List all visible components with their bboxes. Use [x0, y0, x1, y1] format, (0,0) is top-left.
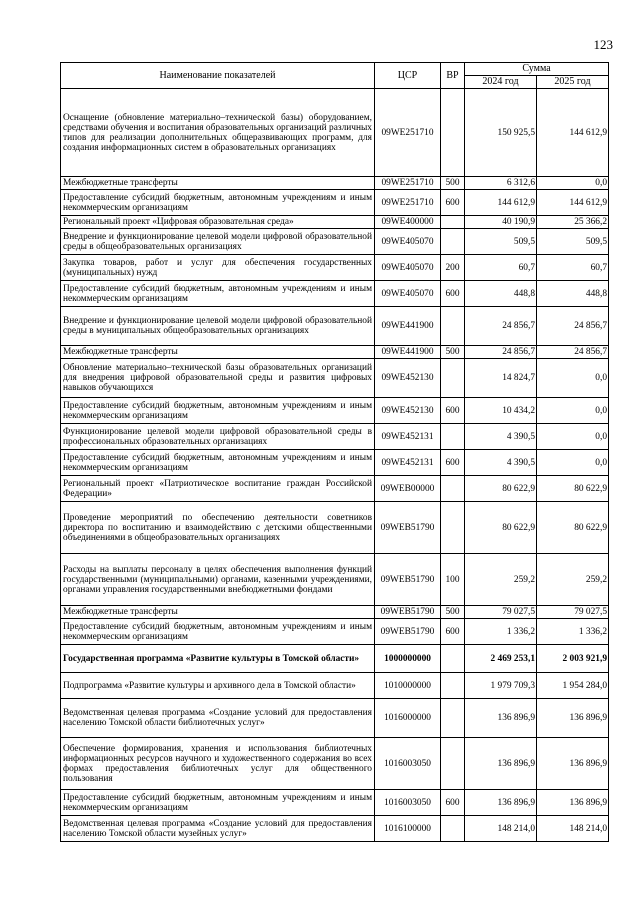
- table-row: [61, 190, 609, 216]
- row-name: Межбюджетные трансферты: [61, 346, 375, 359]
- row-2025: 448,8: [537, 281, 609, 307]
- row-csr: 09WEB51790: [375, 502, 441, 554]
- row-csr: 09WE251710: [375, 89, 441, 177]
- row-2024: 6 312,6: [465, 177, 537, 190]
- row-2025: 24 856,7: [537, 307, 609, 346]
- row-vr: [441, 424, 465, 450]
- row-name: Подпрограмма «Развитие культуры и архивного дела в Томской области»: [61, 673, 375, 699]
- row-2024: 144 612,9: [465, 190, 537, 216]
- row-2025: 24 856,7: [537, 346, 609, 359]
- row-csr: 1000000000: [375, 645, 441, 673]
- table-row: [61, 673, 609, 699]
- row-2025: 80 622,9: [537, 476, 609, 502]
- row-2025: 0,0: [537, 177, 609, 190]
- row-csr: 09WE251710: [375, 177, 441, 190]
- row-2025: 148 214,0: [537, 816, 609, 842]
- row-2024: 136 896,9: [465, 790, 537, 816]
- header-2024: 2024 год: [465, 76, 537, 89]
- table-row: [61, 450, 609, 476]
- row-vr: 100: [441, 554, 465, 606]
- header-sum: Сумма: [465, 63, 609, 76]
- row-2025: 79 027,5: [537, 606, 609, 619]
- row-2024: 148 214,0: [465, 816, 537, 842]
- row-name: Предоставление субсидий бюджетным, автономным учреждениям и иным некоммерческим организациям: [61, 450, 375, 476]
- row-2025: 0,0: [537, 398, 609, 424]
- table-row: [61, 255, 609, 281]
- row-2025: 259,2: [537, 554, 609, 606]
- row-2024: 2 469 253,1: [465, 645, 537, 673]
- row-vr: [441, 216, 465, 229]
- row-csr: 09WEB00000: [375, 476, 441, 502]
- row-csr: 09WEB51790: [375, 606, 441, 619]
- row-name: Функционирование целевой модели цифровой образовательной среды в профессиональных образовательных организациях: [61, 424, 375, 450]
- row-csr: 09WE405070: [375, 281, 441, 307]
- table-row: [61, 216, 609, 229]
- row-2024: 509,5: [465, 229, 537, 255]
- header-vr: ВР: [441, 63, 465, 89]
- table-row: [61, 398, 609, 424]
- row-vr: 600: [441, 790, 465, 816]
- row-csr: 1016100000: [375, 816, 441, 842]
- row-vr: [441, 673, 465, 699]
- table-row: [61, 816, 609, 842]
- row-vr: [441, 816, 465, 842]
- row-csr: 1016003050: [375, 738, 441, 790]
- table-row: [61, 177, 609, 190]
- table-row: [61, 619, 609, 645]
- row-vr: 600: [441, 190, 465, 216]
- row-csr: 09WE452130: [375, 359, 441, 398]
- row-2024: 24 856,7: [465, 307, 537, 346]
- row-vr: 600: [441, 450, 465, 476]
- row-2024: 150 925,5: [465, 89, 537, 177]
- row-2024: 136 896,9: [465, 738, 537, 790]
- row-vr: 200: [441, 255, 465, 281]
- row-csr: 09WE452131: [375, 450, 441, 476]
- row-vr: 600: [441, 281, 465, 307]
- row-vr: 600: [441, 398, 465, 424]
- row-2024: 79 027,5: [465, 606, 537, 619]
- row-csr: 09WE452131: [375, 424, 441, 450]
- row-2025: 60,7: [537, 255, 609, 281]
- table-row: [61, 554, 609, 606]
- table-row: [61, 502, 609, 554]
- row-2025: 0,0: [537, 424, 609, 450]
- row-vr: [441, 502, 465, 554]
- row-name: Предоставление субсидий бюджетным, автономным учреждениям и иным некоммерческим организациям: [61, 619, 375, 645]
- row-vr: [441, 89, 465, 177]
- row-2024: 1 336,2: [465, 619, 537, 645]
- row-2025: 80 622,9: [537, 502, 609, 554]
- header-name: Наименование показателей: [61, 63, 375, 89]
- row-vr: [441, 476, 465, 502]
- row-2025: 509,5: [537, 229, 609, 255]
- row-name: Закупка товаров, работ и услуг для обеспечения государственных (муниципальных) нужд: [61, 255, 375, 281]
- row-2025: 2 003 921,9: [537, 645, 609, 673]
- row-name: Ведомственная целевая программа «Создание условий для предоставления населению Томской области библиотечных услуг»: [61, 699, 375, 738]
- row-2024: 80 622,9: [465, 476, 537, 502]
- table-row: [61, 229, 609, 255]
- row-name: Региональный проект «Цифровая образовательная среда»: [61, 216, 375, 229]
- row-2024: 448,8: [465, 281, 537, 307]
- table-row: [61, 699, 609, 738]
- table-row: [61, 281, 609, 307]
- row-2024: 80 622,9: [465, 502, 537, 554]
- row-name: Предоставление субсидий бюджетным, автономным учреждениям и иным некоммерческим организациям: [61, 790, 375, 816]
- table-row: [61, 790, 609, 816]
- row-csr: 09WEB51790: [375, 619, 441, 645]
- row-2025: 136 896,9: [537, 699, 609, 738]
- row-name: Региональный проект «Патриотическое воспитание граждан Российской Федерации»: [61, 476, 375, 502]
- row-csr: 09WE400000: [375, 216, 441, 229]
- row-2024: 136 896,9: [465, 699, 537, 738]
- row-2025: 0,0: [537, 359, 609, 398]
- row-2025: 25 366,2: [537, 216, 609, 229]
- header-csr: ЦСР: [375, 63, 441, 89]
- row-csr: 09WE405070: [375, 255, 441, 281]
- row-name: Государственная программа «Развитие культуры в Томской области»: [61, 645, 375, 673]
- row-2025: 0,0: [537, 450, 609, 476]
- row-csr: 09WE441900: [375, 307, 441, 346]
- row-vr: [441, 738, 465, 790]
- header-2025: 2025 год: [537, 76, 609, 89]
- row-vr: 500: [441, 606, 465, 619]
- row-name: Проведение мероприятий по обеспечению деятельности советников директора по воспитанию и взаимодействию с детскими общественными объединениями в общеобразовательных организациях: [61, 502, 375, 554]
- row-name: Межбюджетные трансферты: [61, 177, 375, 190]
- row-vr: 500: [441, 346, 465, 359]
- table-row: [61, 89, 609, 177]
- row-2024: 259,2: [465, 554, 537, 606]
- row-vr: [441, 359, 465, 398]
- row-2025: 144 612,9: [537, 89, 609, 177]
- table-row: [61, 476, 609, 502]
- row-csr: 09WE405070: [375, 229, 441, 255]
- row-name: Межбюджетные трансферты: [61, 606, 375, 619]
- table-row: [61, 606, 609, 619]
- row-csr: 09WE452130: [375, 398, 441, 424]
- row-name: Внедрение и функционирование целевой модели цифровой образовательной среды в муниципальных общеобразовательных организациях: [61, 307, 375, 346]
- row-2025: 136 896,9: [537, 790, 609, 816]
- table-row: [61, 346, 609, 359]
- row-2025: 144 612,9: [537, 190, 609, 216]
- row-2025: 1 336,2: [537, 619, 609, 645]
- row-2024: 40 190,9: [465, 216, 537, 229]
- table-row: [61, 738, 609, 790]
- table-row: [61, 307, 609, 346]
- page-number: 123: [593, 37, 613, 52]
- row-name: Внедрение и функционирование целевой модели цифровой образовательной среды в общеобразовательных организациях: [61, 229, 375, 255]
- table-row: [61, 645, 609, 673]
- row-name: Ведомственная целевая программа «Создание условий для предоставления населению Томской области музейных услуг»: [61, 816, 375, 842]
- row-vr: [441, 645, 465, 673]
- row-2024: 10 434,2: [465, 398, 537, 424]
- row-vr: 600: [441, 619, 465, 645]
- row-vr: [441, 699, 465, 738]
- row-2024: 60,7: [465, 255, 537, 281]
- row-vr: 500: [441, 177, 465, 190]
- row-name: Предоставление субсидий бюджетным, автономным учреждениям и иным некоммерческим организациям: [61, 281, 375, 307]
- row-csr: 1016003050: [375, 790, 441, 816]
- row-2025: 136 896,9: [537, 738, 609, 790]
- row-vr: [441, 307, 465, 346]
- table-row: [61, 359, 609, 398]
- row-vr: [441, 229, 465, 255]
- row-name: Расходы на выплаты персоналу в целях обеспечения выполнения функций государственными (муниципальными) органами, казенными учреждениями, органами управления государственными внебюджетными фондами: [61, 554, 375, 606]
- row-name: Оснащение (обновление материально–технической базы) оборудованием, средствами обучения и воспитания образовательных организаций различных типов для реализации дополнительных общеразвивающих программ, для создания информационных систем в образовательных организациях: [61, 89, 375, 177]
- row-name: Обновление материально–технической базы образовательных организаций для внедрения цифровой образовательной среды и развития цифровых навыков обучающихся: [61, 359, 375, 398]
- row-2024: 14 824,7: [465, 359, 537, 398]
- row-csr: 1016000000: [375, 699, 441, 738]
- table-row: [61, 424, 609, 450]
- budget-table: [60, 62, 609, 842]
- row-2024: 4 390,5: [465, 450, 537, 476]
- row-name: Обеспечение формирования, хранения и использования библиотечных информационных ресурсов научного и художественного содержания во всех формах предоставления библиотечных услуг для общественного пользования: [61, 738, 375, 790]
- row-csr: 09WE251710: [375, 190, 441, 216]
- row-2024: 24 856,7: [465, 346, 537, 359]
- row-csr: 1010000000: [375, 673, 441, 699]
- row-2024: 1 979 709,3: [465, 673, 537, 699]
- row-2024: 4 390,5: [465, 424, 537, 450]
- row-csr: 09WEB51790: [375, 554, 441, 606]
- row-2025: 1 954 284,0: [537, 673, 609, 699]
- row-name: Предоставление субсидий бюджетным, автономным учреждениям и иным некоммерческим организациям: [61, 398, 375, 424]
- row-csr: 09WE441900: [375, 346, 441, 359]
- row-name: Предоставление субсидий бюджетным, автономным учреждениям и иным некоммерческим организациям: [61, 190, 375, 216]
